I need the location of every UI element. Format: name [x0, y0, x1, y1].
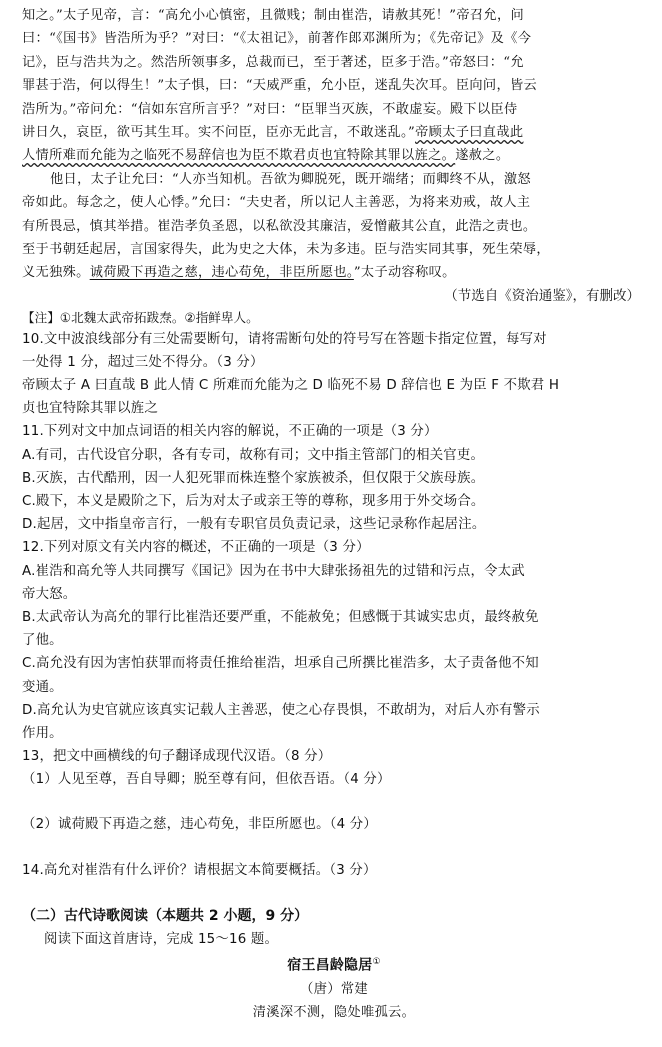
question-13 — [22, 745, 646, 837]
question-line: 10.文中波浪线部分有三处需要断句，请将需断句处的符号写在答题卡指定位置，每写对 — [22, 331, 547, 347]
option-a: A.崔浩和高允等人共同撰写《国记》因为在书中大肆张扬祖先的过错和污点，令太武 — [22, 563, 525, 579]
wavy-underlined-text: 人情所难而允能为之临死不易辞信也为臣不欺君贞也宜特除其罪以旌之。 — [22, 148, 456, 164]
option-a: A.有司，古代设官分职，各有专司，故称有司；文中指主管部门的相关官吏。 — [22, 447, 485, 463]
option-b-cont: 了他。 — [22, 633, 63, 649]
wavy-underlined-text: 帝顾太子曰直哉此 — [415, 124, 524, 140]
question-line: 13，把文中画横线的句子翻译成现代汉语。（8 分） — [22, 749, 332, 765]
option-b: B.太武帝认为高允的罪行比崔浩还要严重，不能赦免；但感慨于其诚实忠贞，最终赦免 — [22, 609, 539, 625]
question-line: 12.下列对原文有关内容的概述，不正确的一项是（3 分） — [22, 540, 370, 556]
option-c: C.殿下，本义是殿阶之下，后为对太子或亲王等的尊称，现多用于外交场合。 — [22, 494, 485, 509]
passage-line: 曰：“《国书》皆浩所为乎？”对曰：“《太祖记》，前著作郎邓渊所为；《先帝记》及《今 — [22, 31, 532, 47]
poem-body — [22, 1001, 646, 1024]
option-a-cont: 帝大怒。 — [22, 586, 77, 602]
question-11 — [22, 420, 646, 536]
passage-line: 知之。”太子见帝，言：“高允小心慎密，且微贱；制由崔浩，请赦其死！”帝召允，问 — [22, 8, 525, 23]
instruction-text: 阅读下面这首唐诗，完成 15～16 题。 — [44, 931, 279, 947]
poem-line: 清溪深不测，隐处唯孤云。 — [252, 1004, 416, 1020]
question-12 — [22, 536, 646, 745]
question-line: 帝顾太子 A 曰直哉 B 此人情 C 所难而允能为之 D 临死不易 D 辞信也 E 为臣 F 不欺君 H — [22, 378, 560, 394]
sub-question-2: （2）诚荷殿下再造之慈，违心苟免，非臣所愿也。（4 分） — [22, 817, 377, 833]
passage-line: 浩所为。”帝问允：“信如东宫所言乎？”对曰：“臣罪当灭族，不敢虚妄。殿下以臣侍 — [22, 101, 518, 117]
option-d: D.高允认为史官就应该真实记载人主善恶，使之心存畏惧，不敢胡为，对后人亦有警示 — [22, 702, 540, 718]
question-line: 14.高允对崔浩有什么评价？请根据文本简要概括。（3 分） — [22, 862, 377, 878]
passage — [22, 4, 646, 285]
option-d: D.起居，文中指皇帝言行，一般有专职官员负责记录，这些记录称作起居注。 — [22, 517, 486, 533]
footnote-mark: ① — [372, 957, 381, 967]
option-c: C.高允没有因为害怕获罪而将责任推给崔浩，坦承自己所撰比崔浩多，太子责备他不知 — [22, 656, 539, 672]
question-line: 一处得 1 分，超过三处不得分。（3 分） — [22, 354, 264, 370]
passage-line-text: 讲日久，哀臣，欲丐其生耳。实不问臣，臣亦无此言，不敢迷乱。” — [22, 124, 416, 140]
passage-line-wavy-start — [22, 121, 646, 144]
passage-line: 至于书朝廷起居，言国家得失，此为史之大体，未为多违。臣与浩实同其事，死生荣辱， — [22, 241, 550, 257]
passage-line-wavy — [22, 144, 646, 167]
underlined-sentence: 诚荷殿下再造之慈，违心苟免，非臣所愿也。 — [89, 265, 354, 281]
author-text: （唐）常建 — [300, 981, 368, 997]
option-d-cont: 作用。 — [22, 725, 63, 741]
question-14 — [22, 859, 646, 882]
passage-line: 罪甚于浩，何以得生！”太子惧，曰：“天威严重，允小臣，迷乱失次耳。臣向问，皆云 — [22, 78, 538, 94]
question-line: 11.下列对文中加点词语的相关内容的解说，不正确的一项是（3 分） — [22, 424, 438, 440]
passage-line-text: 义无独殊。诚荷殿下再造之慈，违心苟免，非臣所愿也。”太子动容称叹。 — [22, 265, 456, 281]
passage-line: 有所畏忌，慎其举措。崔浩孝负圣恩，以私欲没其廉洁，爱憎蔽其公直，此浩之责也。 — [22, 218, 537, 234]
passage-line-underlined — [22, 261, 646, 284]
option-c-cont: 变通。 — [22, 679, 63, 695]
section-instruction — [22, 928, 646, 951]
question-10 — [22, 328, 646, 421]
passage-source: （节选自《资治通鉴》，有删改） — [444, 287, 640, 304]
option-b: B.灭族，古代酷刑，因一人犯死罪而株连整个家族被杀，但仅限于父族母族。 — [22, 470, 485, 486]
poem-author — [22, 978, 646, 1001]
annotation-note: 【注】①北魏太武帝拓跋焘。②指鲜卑人。 — [22, 309, 259, 325]
passage-line: 记》，臣与浩共为之。然浩所领事多，总裁而已，至于著述，臣多于浩。”帝怒曰：“允 — [22, 54, 524, 70]
question-line: 贞也宜特除其罪以旌之 — [22, 401, 158, 417]
passage-line-tail: 遂赦之。 — [455, 148, 510, 164]
poem-title-text: 宿王昌龄隐居 — [287, 957, 373, 974]
passage-line: 他日，太子让允曰：“人亦当知机。吾欲为卿脱死，既开端绪；而卿终不从，激怒 — [50, 171, 531, 187]
section-heading: （二）古代诗歌阅读（本题共 2 小题，9 分） — [22, 907, 309, 924]
passage-line: 帝如此。每念之，使人心悸。”允曰：“夫史者，所以记人主善恶，为将来劝戒，故人主 — [22, 195, 531, 211]
sub-question-1: （1）人见至尊，吾自导卿；脱至尊有问，但依吾语。（4 分） — [22, 772, 391, 788]
poem-title — [22, 951, 646, 978]
